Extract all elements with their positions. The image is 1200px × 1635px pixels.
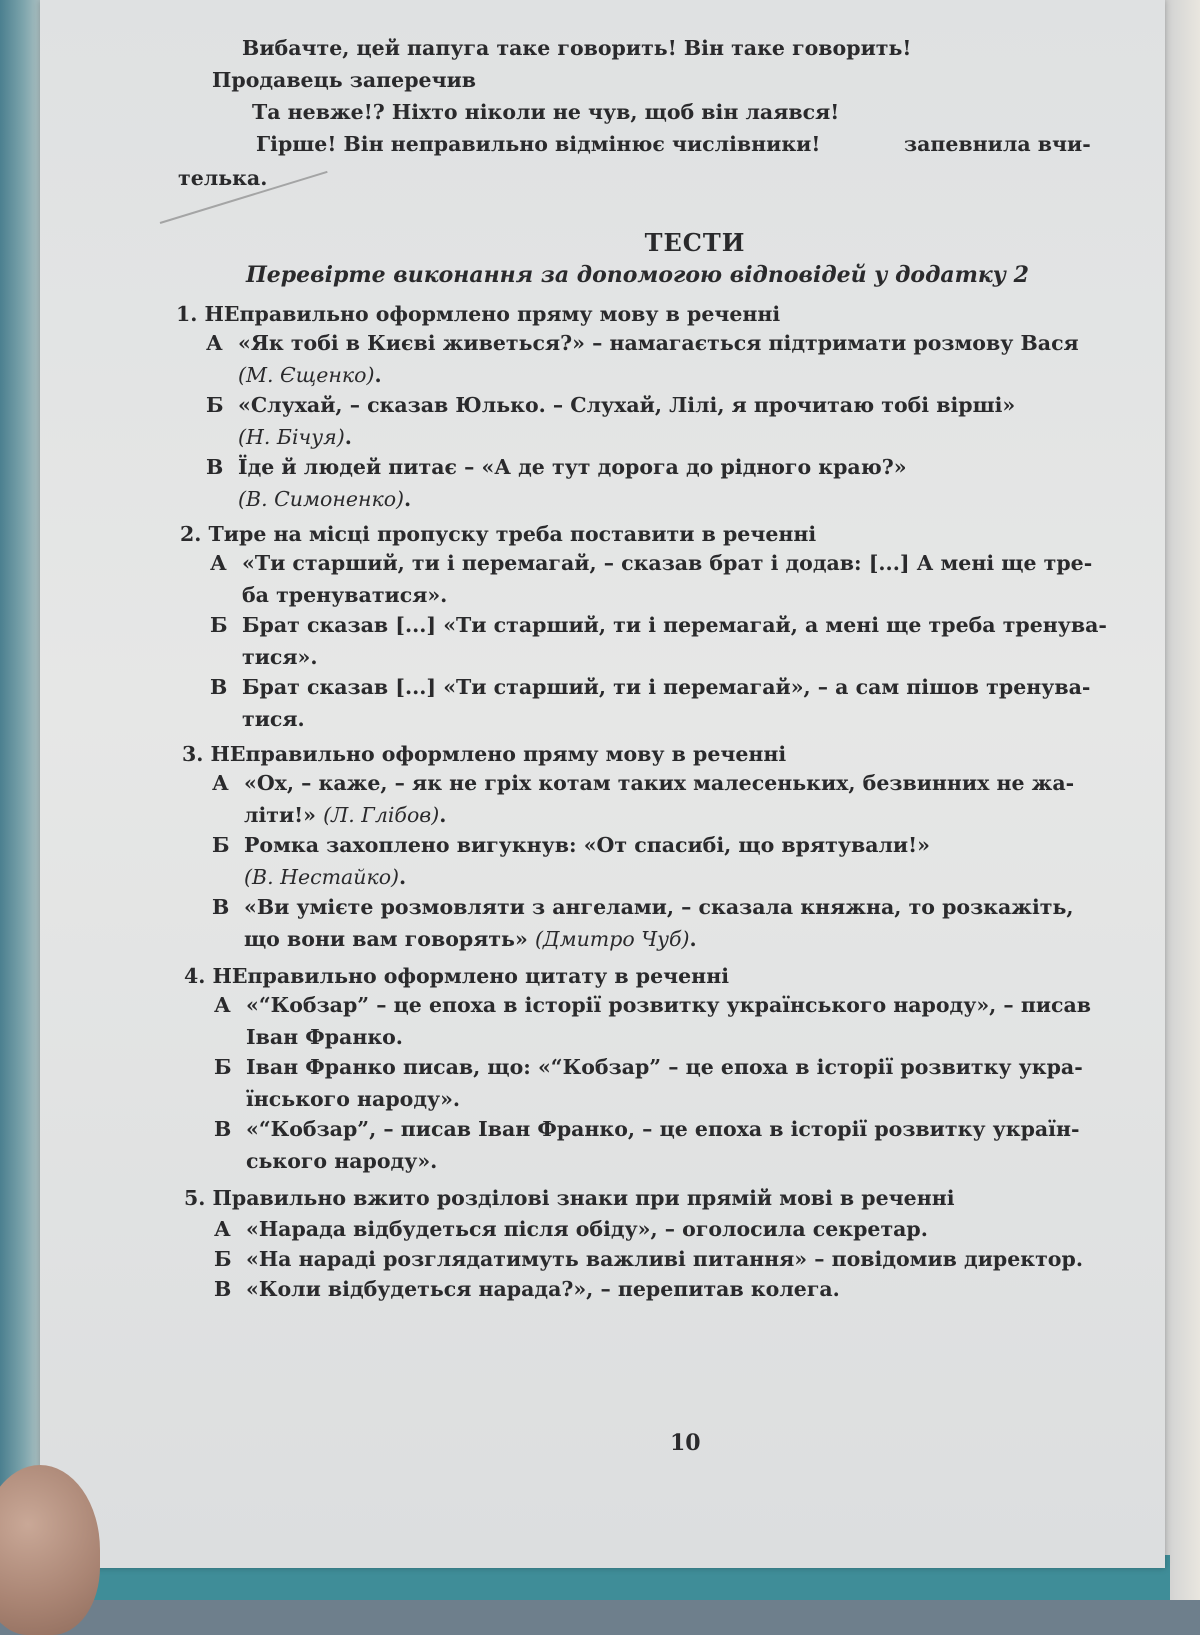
option-text: Ромка захоплено вигукнув: «От спасибі, що врятували!» xyxy=(244,833,930,857)
option-1c-cont xyxy=(238,484,411,514)
option-text: Їде й людей питає – «А де тут дорога до рідного краю?» xyxy=(238,455,907,479)
option-text: «“Кобзар” – це епоха в історії розвитку українського народу», – писав xyxy=(246,993,1092,1017)
option-1b-cont xyxy=(238,422,352,452)
option-5b xyxy=(214,1244,1083,1274)
option-tail: . xyxy=(439,803,447,827)
question-text: НЕправильно оформлено пряму мову в реченні xyxy=(204,302,781,326)
dialogue-line-3: Та невже!? Ніхто ніколи не чув, щоб він лаявся! xyxy=(252,100,840,124)
page-number: 10 xyxy=(670,1430,701,1456)
question-number: 1. xyxy=(176,302,198,326)
option-author: (В. Нестайко) xyxy=(244,865,400,889)
question-text: НЕправильно оформлено пряму мову в реченні xyxy=(210,742,787,766)
question-text: Тире на місці пропуску треба поставити в реченні xyxy=(208,522,817,546)
option-letter: В xyxy=(214,1117,232,1141)
option-tail: . xyxy=(374,363,382,387)
option-letter: Б xyxy=(206,393,224,417)
option-4a-cont: Іван Франко. xyxy=(246,1025,403,1049)
dialogue-line-2: Продавець заперечив xyxy=(212,68,477,92)
option-4c-cont: ського народу». xyxy=(246,1149,438,1173)
dialogue-line-1: Вибачте, цей папуга таке говорить! Він таке говорить! xyxy=(242,36,912,60)
option-letter: В xyxy=(212,895,230,919)
option-letter: А xyxy=(212,771,229,795)
option-3a xyxy=(212,768,1074,798)
option-text: «“Кобзар”, – писав Іван Франко, – це епоха в історії розвитку україн- xyxy=(246,1117,1080,1141)
question-5 xyxy=(184,1184,955,1212)
question-number: 5. xyxy=(184,1186,206,1210)
dialogue-line-5: телька. xyxy=(178,166,268,190)
question-number: 4. xyxy=(184,964,206,988)
option-text: Брат сказав [...] «Ти старший, ти і перемагай», – а сам пішов тренува- xyxy=(242,675,1091,699)
question-2 xyxy=(180,520,816,548)
option-tail: . xyxy=(689,927,697,951)
option-4b xyxy=(214,1052,1083,1082)
option-1a xyxy=(206,328,1146,358)
option-text: «Ох, – каже, – як не гріх котам таких малесеньких, безвинних не жа- xyxy=(244,771,1075,795)
option-author: (Дмитро Чуб) xyxy=(534,927,690,951)
option-4a xyxy=(214,990,1091,1020)
option-4c xyxy=(214,1114,1079,1144)
book-page xyxy=(40,0,1165,1568)
question-number: 3. xyxy=(182,742,204,766)
option-1b xyxy=(206,390,1146,420)
option-author: (Л. Глібов) xyxy=(323,803,440,827)
option-3a-cont xyxy=(244,800,446,830)
option-3c-cont xyxy=(244,924,697,954)
option-text: літи!» xyxy=(244,803,316,827)
dialogue-line-4b: запевнила вчи- xyxy=(904,132,1091,156)
option-letter: В xyxy=(206,455,224,479)
option-letter: Б xyxy=(214,1055,232,1079)
option-text: «Як тобі в Києві живеться?» – намагається підтримати розмову Вася xyxy=(238,331,1079,355)
question-text: Правильно вжито розділові знаки при прямій мові в реченні xyxy=(212,1186,955,1210)
option-3b-cont xyxy=(244,862,406,892)
section-title: ТЕСТИ xyxy=(644,228,746,257)
option-letter: В xyxy=(214,1277,232,1301)
option-tail: . xyxy=(344,425,352,449)
option-5c xyxy=(214,1274,840,1304)
question-text: НЕправильно оформлено цитату в реченні xyxy=(212,964,729,988)
option-text: «Коли відбудеться нарада?», – перепитав колега. xyxy=(246,1277,840,1301)
option-author: (М. Єщенко) xyxy=(238,363,375,387)
option-letter: В xyxy=(210,675,228,699)
question-number: 2. xyxy=(180,522,202,546)
question-4 xyxy=(184,962,729,990)
option-4b-cont: їнського народу». xyxy=(246,1087,461,1111)
option-text: Іван Франко писав, що: «“Кобзар” – це епоха в історії розвитку укра- xyxy=(246,1055,1083,1079)
option-2b-cont: тися». xyxy=(242,645,318,669)
option-letter: Б xyxy=(214,1247,232,1271)
option-letter: А xyxy=(214,993,231,1017)
option-text: Брат сказав [...] «Ти старший, ти і перемагай, а мені ще треба тренува- xyxy=(242,613,1107,637)
option-2a xyxy=(210,548,1092,578)
option-author: (В. Симоненко) xyxy=(238,487,405,511)
option-letter: А xyxy=(214,1217,231,1241)
option-text: «Нарада відбудеться після обіду», – оголосила секретар. xyxy=(246,1217,928,1241)
option-2c xyxy=(210,672,1090,702)
question-3 xyxy=(182,740,786,768)
option-tail: . xyxy=(404,487,412,511)
option-letter: А xyxy=(206,331,223,355)
option-letter: Б xyxy=(210,613,228,637)
option-text: «Слухай, – сказав Юлько. – Слухай, Лілі, я прочитаю тобі вірші» xyxy=(238,393,1016,417)
section-subtitle: Перевірте виконання за допомогою відповідей у додатку 2 xyxy=(246,262,1029,288)
option-tail: . xyxy=(399,865,407,889)
option-text: «Ти старший, ти і перемагай, – сказав брат і додав: [...] А мені ще тре- xyxy=(242,551,1093,575)
book-cover-left-edge xyxy=(0,0,44,1600)
option-2b xyxy=(210,610,1107,640)
option-3c xyxy=(212,892,1074,922)
option-letter: А xyxy=(210,551,227,575)
option-1a-cont xyxy=(238,360,382,390)
option-text: що вони вам говорять» xyxy=(244,927,528,951)
option-5a xyxy=(214,1214,928,1244)
option-author: (Н. Бічуя) xyxy=(238,425,345,449)
option-letter: Б xyxy=(212,833,230,857)
option-text: «Ви умієте розмовляти з ангелами, – сказала княжна, то розкажіть, xyxy=(244,895,1074,919)
option-2a-cont: ба тренуватися». xyxy=(242,583,448,607)
option-1c xyxy=(206,452,1146,482)
option-3b xyxy=(212,830,930,860)
option-2c-cont: тися. xyxy=(242,707,305,731)
option-text: «На нараді розглядатимуть важливі питання» – повідомив директор. xyxy=(246,1247,1083,1271)
question-1 xyxy=(176,300,780,328)
dialogue-line-4a: Гірше! Він неправильно відмінює числівники! xyxy=(256,132,821,156)
